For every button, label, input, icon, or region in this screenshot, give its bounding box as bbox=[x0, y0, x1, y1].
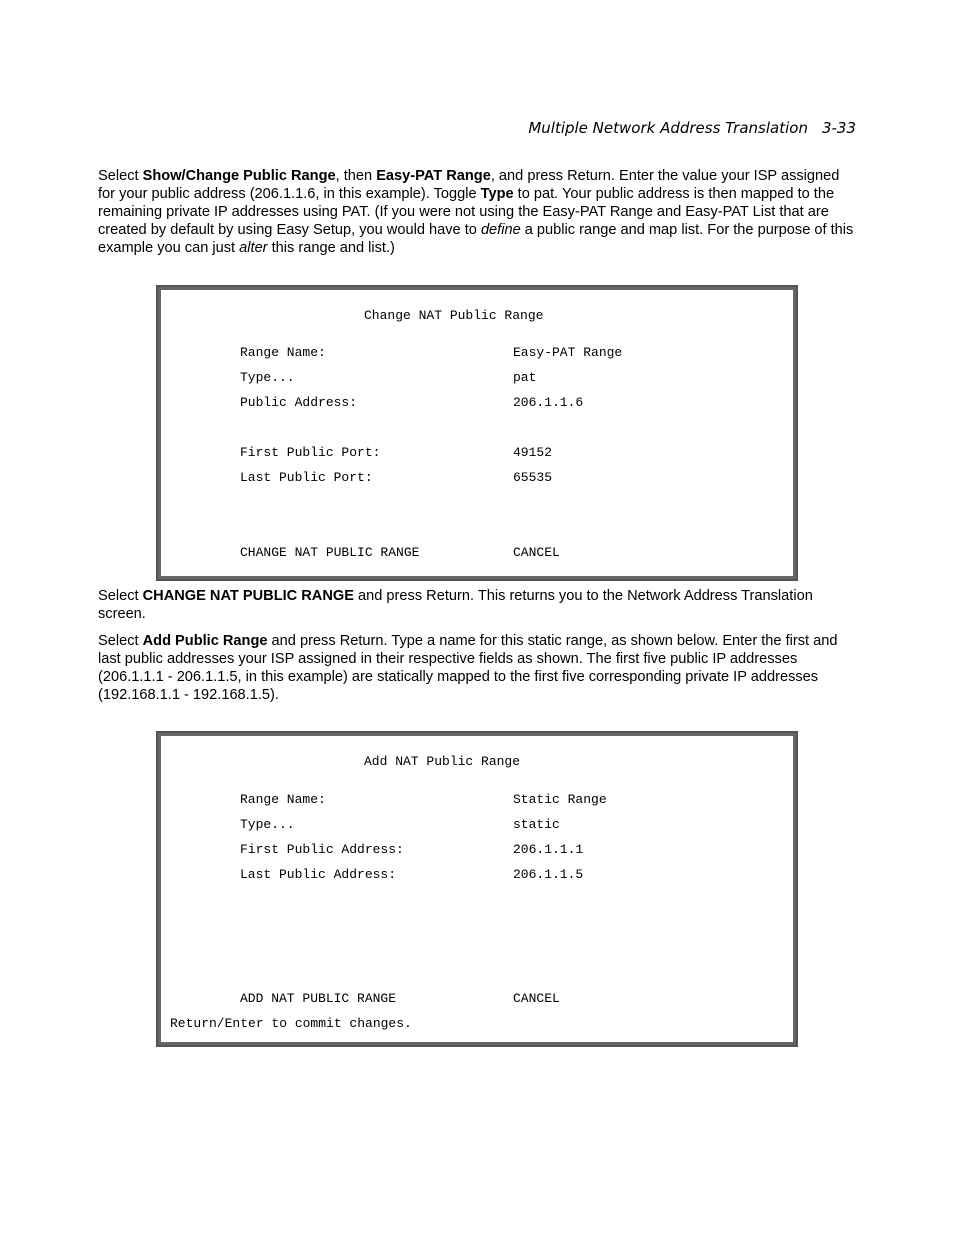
field-range-name[interactable] bbox=[240, 792, 780, 808]
running-header bbox=[528, 119, 856, 137]
field-value[interactable]: 206.1.1.1 bbox=[513, 842, 584, 857]
paragraph-show-change bbox=[98, 167, 858, 257]
italic-term: alter bbox=[239, 240, 268, 256]
cancel-button[interactable]: CANCEL bbox=[513, 545, 560, 560]
field-label: Public Address: bbox=[240, 395, 358, 410]
paragraph-add-public-range bbox=[98, 632, 858, 704]
text: Select bbox=[98, 168, 143, 184]
text: , then bbox=[335, 168, 377, 184]
field-value[interactable]: 65535 bbox=[513, 470, 553, 485]
field-public-address[interactable] bbox=[240, 395, 780, 411]
field-label: Last Public Port: bbox=[240, 470, 373, 485]
field-first-public-port[interactable] bbox=[240, 445, 780, 461]
field-value[interactable]: Static Range bbox=[513, 792, 607, 807]
text: a public range and map list. For the purpose of this example you can just bbox=[98, 222, 854, 256]
field-label: Range Name: bbox=[240, 792, 326, 807]
bold-term: Easy-PAT Range bbox=[376, 168, 491, 184]
page-number: 3-33 bbox=[821, 119, 856, 137]
text: Select bbox=[98, 633, 143, 649]
field-label: Type... bbox=[240, 817, 295, 832]
field-first-public-address[interactable] bbox=[240, 842, 780, 858]
add-nat-public-range-screen bbox=[157, 732, 797, 1046]
field-value[interactable]: pat bbox=[513, 370, 537, 385]
field-label: Last Public Address: bbox=[240, 867, 397, 882]
text: , and press Return. Enter the value your ISP assigned for your public address (206.1.1.6, in this example). Toggle bbox=[98, 168, 840, 202]
text: and press Return. Type a name for this static range, as shown below. Enter the first and last public addresses your ISP assigned in their respective fields as shown. The first five public IP addresses (206.1.1.1 - 206.1.1.5, in this example) are statically mapped to the first five corresponding private IP addresses (192.168.1.1 - 192.168.1.5). bbox=[98, 633, 838, 703]
screen-title: Add NAT Public Range bbox=[364, 754, 521, 769]
field-value[interactable]: Easy-PAT Range bbox=[513, 345, 623, 360]
bold-term: Add Public Range bbox=[142, 633, 268, 649]
paragraph-change-nat bbox=[98, 587, 858, 623]
header-title: Multiple Network Address Translation bbox=[528, 119, 808, 137]
field-label: First Public Port: bbox=[240, 445, 381, 460]
field-value[interactable]: static bbox=[513, 817, 560, 832]
field-range-name[interactable] bbox=[240, 345, 780, 361]
status-hint: Return/Enter to commit changes. bbox=[170, 1016, 412, 1031]
text: and press Return. This returns you to the Network Address Translation screen. bbox=[98, 588, 813, 622]
field-label: Type... bbox=[240, 370, 295, 385]
text: this range and list.) bbox=[267, 240, 395, 256]
field-value[interactable]: 49152 bbox=[513, 445, 553, 460]
text: to pat. Your public address is then mapped to the remaining private IP addresses using PAT. (If you were not using the Easy-PAT Range and Easy-PAT List that are created by default by using Easy Setup, you would have to bbox=[98, 186, 835, 238]
change-nat-public-range-button[interactable]: CHANGE NAT PUBLIC RANGE bbox=[240, 545, 420, 560]
field-label: Range Name: bbox=[240, 345, 326, 360]
screen-title: Change NAT Public Range bbox=[364, 308, 544, 323]
add-nat-public-range-button[interactable]: ADD NAT PUBLIC RANGE bbox=[240, 991, 397, 1006]
change-nat-public-range-screen bbox=[157, 286, 797, 580]
screen-actions bbox=[240, 545, 780, 561]
field-value[interactable]: 206.1.1.5 bbox=[513, 867, 584, 882]
cancel-button[interactable]: CANCEL bbox=[513, 991, 560, 1006]
field-type[interactable] bbox=[240, 370, 780, 386]
text: Select bbox=[98, 588, 143, 604]
field-value[interactable]: 206.1.1.6 bbox=[513, 395, 584, 410]
bold-term: Type bbox=[480, 186, 514, 202]
bold-term: Show/Change Public Range bbox=[142, 168, 336, 184]
bold-term: CHANGE NAT PUBLIC RANGE bbox=[142, 588, 354, 604]
field-type[interactable] bbox=[240, 817, 780, 833]
field-last-public-port[interactable] bbox=[240, 470, 780, 486]
field-label: First Public Address: bbox=[240, 842, 404, 857]
field-last-public-address[interactable] bbox=[240, 867, 780, 883]
screen-actions bbox=[240, 991, 780, 1007]
italic-term: define bbox=[480, 222, 521, 238]
